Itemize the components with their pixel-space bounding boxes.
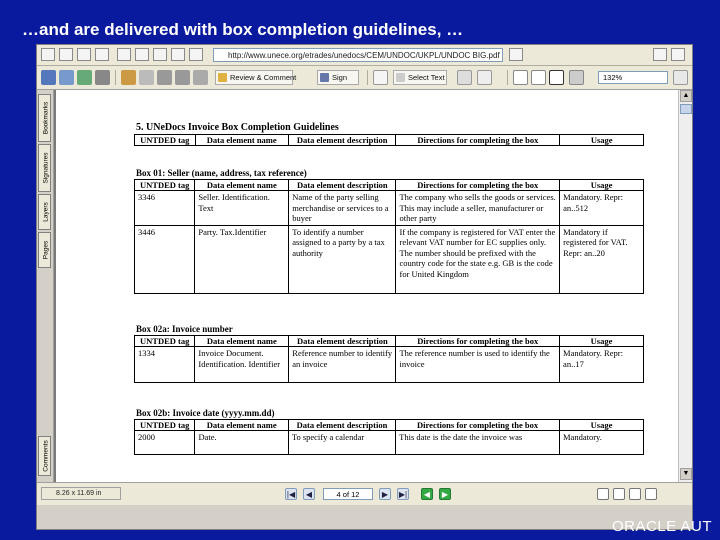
- window-icon[interactable]: [653, 48, 667, 61]
- column-header: Usage: [560, 336, 644, 347]
- sign-label: Sign: [332, 73, 348, 82]
- scroll-up-arrow-icon[interactable]: ▲: [680, 90, 692, 102]
- column-header: Data element description: [289, 180, 396, 191]
- table-cell: 3346: [135, 191, 195, 226]
- column-header: Data element description: [289, 336, 396, 347]
- box-table: [134, 419, 644, 455]
- fit-page-icon[interactable]: [531, 70, 546, 85]
- first-page-icon[interactable]: |◀: [286, 490, 296, 499]
- table-cell: If the company is registered for VAT enter the relevant VAT number for EC supplies only. The number should be prefixed with the country code for the state e.g. GB is the code for United Kingdom: [396, 225, 560, 293]
- continuous-icon[interactable]: [613, 488, 625, 500]
- table-cell: Reference number to identify an invoice: [289, 347, 396, 383]
- column-header: Data element name: [195, 180, 289, 191]
- column-header: Directions for completing the box: [396, 420, 560, 431]
- table-cell: The company who sells the goods or services. This may include a seller, manufacturer or other party: [396, 191, 560, 226]
- search-icon[interactable]: [95, 70, 110, 85]
- table-row: [135, 191, 644, 226]
- box-table: [134, 335, 644, 383]
- table-cell: Date.: [195, 431, 288, 455]
- navigation-pane: [37, 90, 54, 482]
- column-header: UNTDED tag: [135, 336, 195, 347]
- page-size-readout: 8.26 x 11.69 in: [41, 487, 121, 500]
- vertical-scrollbar[interactable]: [678, 90, 693, 482]
- tab-bookmarks[interactable]: Bookmarks: [38, 94, 51, 142]
- folder-icon[interactable]: [135, 48, 149, 61]
- hand-tool-icon[interactable]: [373, 70, 388, 85]
- last-page-icon[interactable]: ▶|: [398, 490, 408, 499]
- column-header: Data element name: [195, 420, 288, 431]
- previous-page-icon[interactable]: ◀: [303, 488, 315, 500]
- slide-title: …and are delivered with box completion guidelines, …: [22, 20, 464, 39]
- page-icon[interactable]: [59, 48, 73, 61]
- scroll-down-arrow-icon[interactable]: ▼: [680, 468, 692, 480]
- print-icon[interactable]: [59, 70, 74, 85]
- box-table: [134, 179, 644, 294]
- cursor-icon: [396, 73, 405, 82]
- tool-icon[interactable]: [189, 48, 203, 61]
- url-field[interactable]: http://www.unece.org/etrades/unedocs/CEM/UNDOC/UKPL/UNDOC BIG.pdf: [213, 48, 503, 62]
- table-cell: This date is the date the invoice was: [396, 431, 560, 455]
- column-header: Usage: [560, 135, 644, 146]
- pen-icon: [320, 73, 329, 82]
- table-row: [135, 347, 644, 383]
- zoom-out-icon[interactable]: [569, 70, 584, 85]
- settings-icon[interactable]: [171, 48, 185, 61]
- previous-view-icon[interactable]: ◀: [421, 488, 433, 500]
- tab-signatures[interactable]: Signatures: [38, 144, 51, 192]
- menu-bar: [37, 45, 692, 66]
- undo-icon[interactable]: [157, 70, 172, 85]
- acrobat-toolbar: [37, 66, 692, 90]
- sign-button[interactable]: [317, 70, 359, 85]
- gear-icon[interactable]: [117, 48, 131, 61]
- edit-icon[interactable]: [139, 70, 154, 85]
- column-header: Data element description: [288, 420, 395, 431]
- column-header: UNTDED tag: [135, 420, 195, 431]
- box-label: Box 02b: Invoice date (yyyy.mm.dd): [136, 408, 275, 418]
- single-page-icon[interactable]: [597, 488, 609, 500]
- comment-icon: [218, 73, 227, 82]
- document-viewer: [54, 90, 678, 482]
- redo-icon[interactable]: [175, 70, 190, 85]
- table-cell: The reference number is used to identify the invoice: [396, 347, 560, 383]
- header-table: [134, 134, 644, 146]
- email-icon[interactable]: [77, 70, 92, 85]
- footer-brand: ORACLE AUT: [612, 518, 713, 535]
- create-pdf-icon[interactable]: [121, 70, 136, 85]
- tab-layers[interactable]: Layers: [38, 194, 51, 230]
- table-cell: 1334: [135, 347, 195, 383]
- table-cell: Party. Tax.Identifier: [195, 225, 289, 293]
- tab-pages[interactable]: Pages: [38, 232, 51, 268]
- zoom-field[interactable]: 132%: [598, 71, 668, 84]
- column-header: Directions for completing the box: [396, 180, 560, 191]
- pdf-page: [54, 90, 678, 482]
- print-icon[interactable]: [41, 48, 55, 61]
- camera-icon[interactable]: [457, 70, 472, 85]
- column-header: UNTDED tag: [135, 135, 196, 146]
- table-cell: 3446: [135, 225, 195, 293]
- table-cell: Mandatory if registered for VAT. Repr: an..20: [560, 225, 644, 293]
- review-comment-button[interactable]: [215, 70, 297, 85]
- next-view-icon[interactable]: ▶: [439, 488, 451, 500]
- pdf-viewer-window: [36, 44, 693, 530]
- go-icon[interactable]: [509, 48, 523, 61]
- column-header: Data element description: [288, 135, 395, 146]
- save-icon[interactable]: [41, 70, 56, 85]
- column-header: Directions for completing the box: [396, 135, 560, 146]
- facing-icon[interactable]: [629, 488, 641, 500]
- window-bottom-strip: [37, 505, 692, 529]
- select-text-button[interactable]: [393, 70, 447, 85]
- scroll-thumb[interactable]: [680, 104, 692, 114]
- tab-comments[interactable]: Comments: [38, 436, 51, 476]
- column-header: UNTDED tag: [135, 180, 195, 191]
- next-page-icon[interactable]: ▶: [379, 488, 391, 500]
- document-title: 5. UNeDocs Invoice Box Completion Guidelines: [136, 122, 339, 133]
- rotate-icon[interactable]: [193, 70, 208, 85]
- column-header: Directions for completing the box: [396, 336, 560, 347]
- continuous-facing-icon[interactable]: [645, 488, 657, 500]
- select-text-label: Select Text: [408, 73, 445, 82]
- status-bar: [37, 482, 692, 506]
- table-cell: Mandatory. Repr: an..512: [560, 191, 644, 226]
- zoom-in-icon[interactable]: [673, 70, 688, 85]
- table-cell: To identify a number assigned to a party by a tax authority: [289, 225, 396, 293]
- review-comment-label: Review & Comment: [230, 73, 297, 82]
- table-row: [135, 431, 644, 455]
- fit-width-icon[interactable]: [549, 70, 564, 85]
- toolbar-separator: [115, 70, 116, 85]
- column-header: Usage: [559, 420, 643, 431]
- paste-icon[interactable]: [95, 48, 109, 61]
- box-label: Box 01: Seller (name, address, tax reference): [136, 168, 307, 178]
- table-cell: Seller. Identification. Text: [195, 191, 289, 226]
- table-cell: Mandatory.: [559, 431, 643, 455]
- column-header: Usage: [560, 180, 644, 191]
- text-icon[interactable]: [153, 48, 167, 61]
- toolbar-separator: [507, 70, 508, 85]
- copy-icon[interactable]: [77, 48, 91, 61]
- toolbar-separator: [367, 70, 368, 85]
- zoom-icon[interactable]: [477, 70, 492, 85]
- table-cell: Invoice Document. Identification. Identifier: [195, 347, 289, 383]
- box-label: Box 02a: Invoice number: [136, 324, 233, 334]
- column-header: Data element name: [195, 336, 289, 347]
- actual-size-icon[interactable]: [513, 70, 528, 85]
- menu-icon[interactable]: [671, 48, 685, 61]
- table-cell: 2000: [135, 431, 195, 455]
- table-row: [135, 225, 644, 293]
- column-header: Data element name: [195, 135, 288, 146]
- table-cell: To specify a calendar: [288, 431, 395, 455]
- table-cell: Mandatory. Repr: an..17: [560, 347, 644, 383]
- page-number-field[interactable]: 4 of 12: [323, 488, 373, 500]
- table-cell: Name of the party selling merchandise or services to a buyer: [289, 191, 396, 226]
